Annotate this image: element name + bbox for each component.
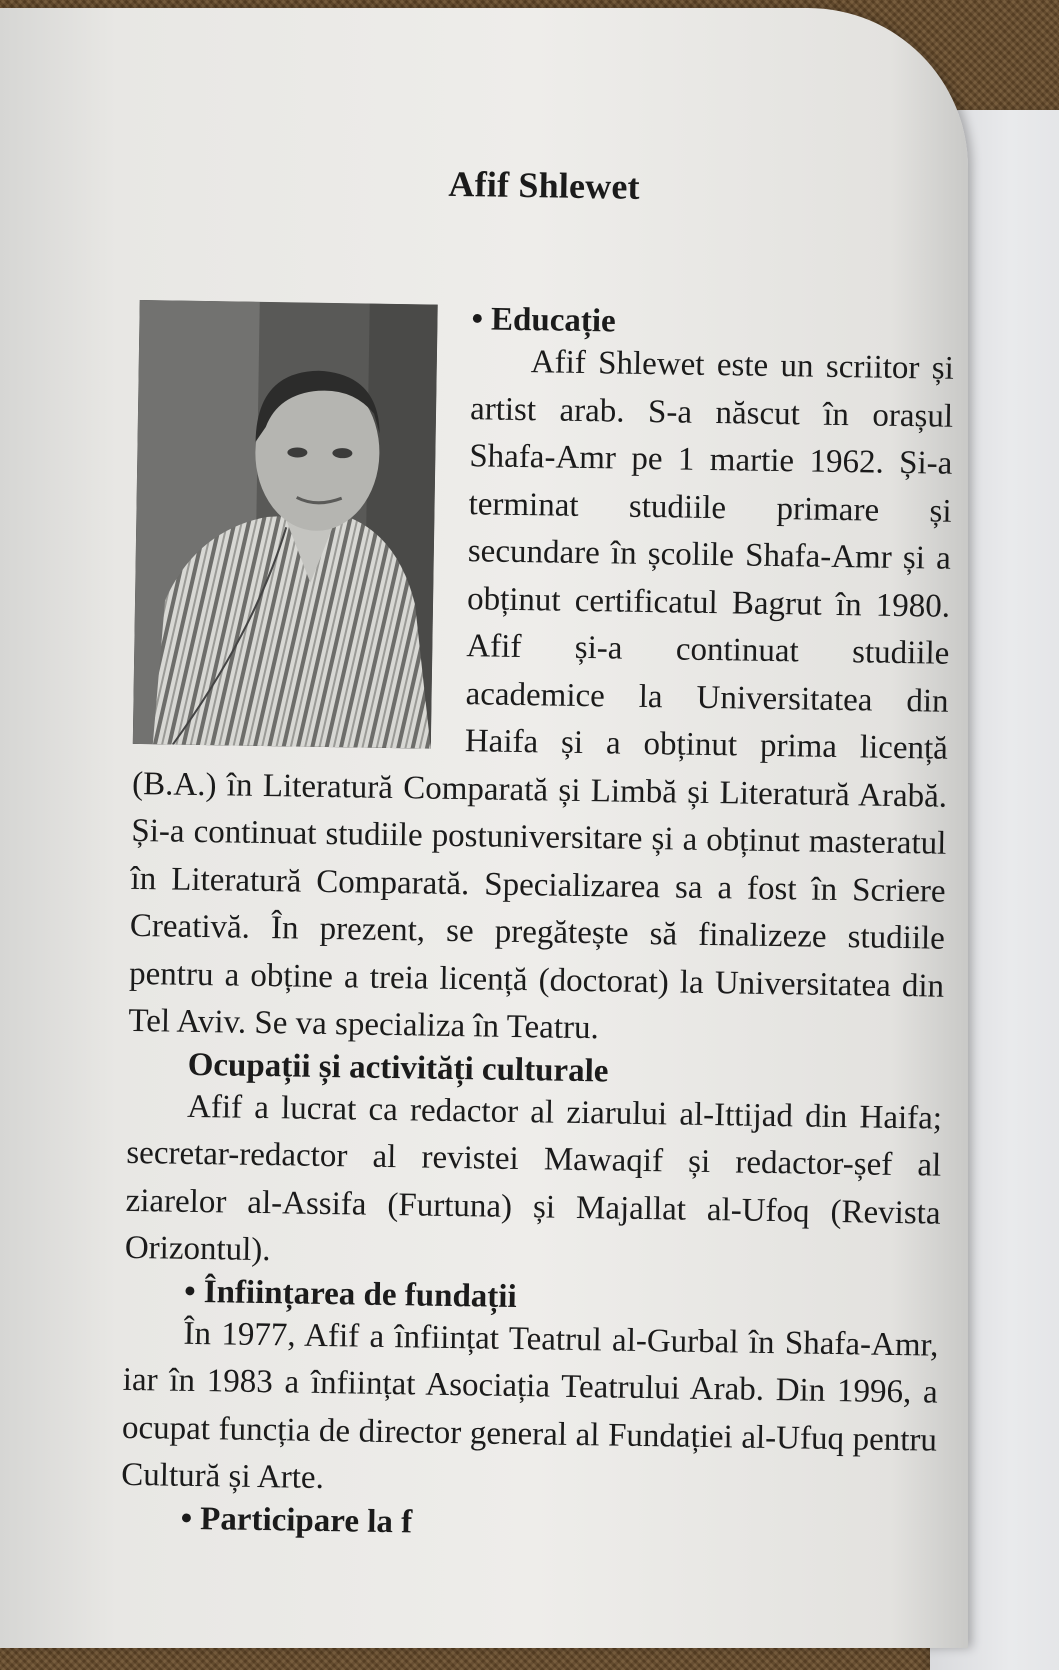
page-content [120,158,957,1549]
bullet-icon: • [471,301,484,338]
section-heading-label: Participare la f [199,1500,413,1540]
page-title: Afif Shlewet [448,163,641,207]
section-text-occupations: Afif a lucrat ca redactor al ziarului al-Ittijad din Haifa; secretar-redactor al revistei Mawaqif și redactor-șef al ziarelor al-Assifa (Furtuna) și Majallat al-Ufoq (Revista Orizontul). [124,1088,943,1269]
section-heading-label: Educație [490,301,617,340]
section-text-foundations: În 1977, Afif a înființat Teatrul al-Gurbal în Shafa-Amr, iar în 1983 a înființat Asociația Teatrului Arab. Din 1996, a ocupat funcția de director general al Fundației al-Ufuq pentru Cultură și Arte. [121,1315,939,1497]
section-heading-occupations: Ocupații și activități culturale [187,1046,609,1089]
book-page [0,8,968,1648]
section-text-education: Afif Shlewet este un scriitor și artist arab. S-a născut în orașul Shafa-Amr pe 1 martie 1962. Și-a terminat studiile primare și secundare în școlile Shafa-Amr și a obținut certificatul Bagrut în 1980. Afif și-a continuat studiile academice la Universitatea din Haifa și a obținut prima licență (B.A.) în Literatură Comparată și Limbă și Literatură Arabă. Și-a continuat studiile postuniversitare și a obținut masteratul în Literatură Comparată. Specializarea sa a fost în Scriere Creativă. În prezent, se pregătește să finalizeze studiile pentru a obține a treia licență (doctorat) la Universitatea din Tel Aviv. Se va specializa în Teatru. [128,344,955,1047]
author-photo [133,300,438,749]
bullet-icon: • [183,1273,197,1310]
bullet-icon: • [180,1500,193,1537]
author-portrait-image [133,300,438,749]
section-heading-label: Înființarea de fundații [203,1273,517,1315]
